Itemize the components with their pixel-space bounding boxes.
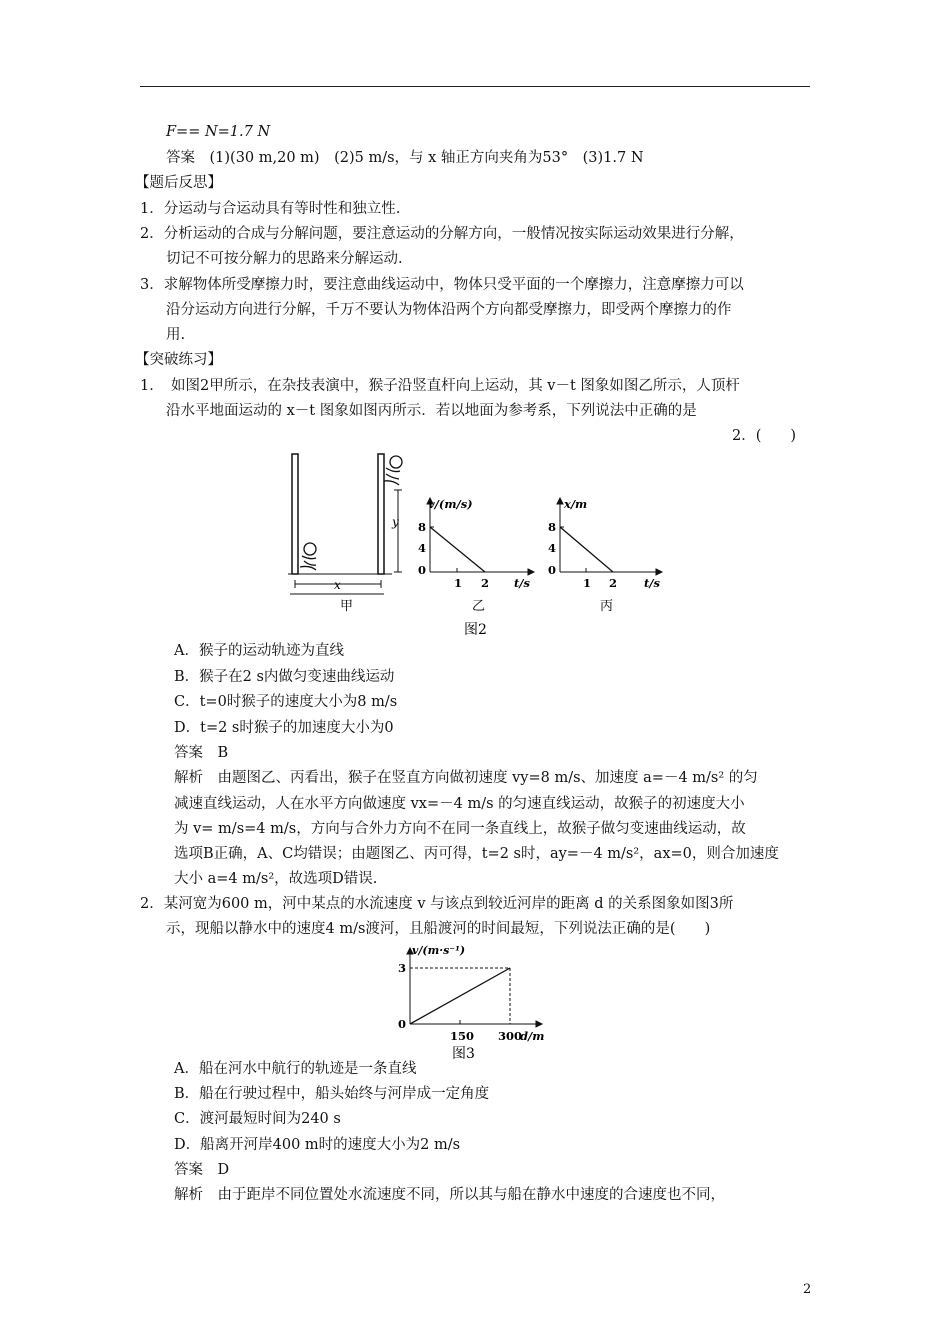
q2-explain-1: 解析 由于距岸不同位置处水流速度不同，所以其与船在静水中速度的合速度也不同，: [174, 1187, 725, 1203]
q2-option-d: D．船离开河岸400 m时的速度大小为2 m/s: [174, 1137, 461, 1153]
header-rule: [140, 86, 810, 87]
q1-explain-4: 选项B正确，A、C均错误；由题图乙、丙可得，t=2 s时，ay=－4 m/s²，ax=0，则合加速度: [174, 846, 779, 862]
fig3-tick-300: 300: [498, 1029, 523, 1043]
fig2-x-label: x: [334, 578, 341, 592]
reflection-item-1: 1．分运动与合运动具有等时性和独立性.: [140, 201, 401, 217]
fig2-yi-t-label: t/s: [514, 576, 530, 590]
q2-answer: 答案 D: [174, 1162, 230, 1178]
q1-option-b: B．猴子在2 s内做匀变速曲线运动: [174, 669, 395, 685]
answer-line: 答案 (1)(30 m,20 m) (2)5 m/s，与 x 轴正方向夹角为53° (3)1.7 N: [166, 150, 644, 166]
fig2-yi-tick-4: 4: [418, 541, 427, 555]
fig2-bing-tick-2: 2: [609, 576, 618, 590]
figure-2-jia: [288, 454, 402, 594]
fig2-bing-tick-1: 1: [583, 576, 592, 590]
question-1-bracket: 2．( ): [732, 428, 797, 444]
fig2-bing-tick-0: 0: [548, 563, 557, 577]
fig2-yi-tick-1: 1: [454, 576, 463, 590]
question-2-cont: 示，现船以静水中的速度4 m/s渡河，且船渡河的时间最短，下列说法正确的是( ): [166, 921, 711, 937]
fig2-bing-label: 丙: [600, 599, 614, 614]
fig3-tick-150: 150: [450, 1029, 475, 1043]
q1-explain-2: 减速直线运动，人在水平方向做速度 vx=－4 m/s 的匀速直线运动，故猴子的初速度大小: [174, 796, 745, 812]
figure-2: [280, 448, 680, 648]
fig2-bing-x-label: x/m: [564, 497, 588, 511]
fig3-tick-0: 0: [398, 1017, 407, 1031]
q1-answer: 答案 B: [174, 745, 229, 761]
section-heading-practice: 【突破练习】: [135, 352, 222, 368]
q2-option-b: B．船在行驶过程中，船头始终与河岸成一定角度: [174, 1086, 490, 1102]
fig2-yi-v-label: v/(m/s): [428, 497, 473, 511]
fig2-caption: 图2: [464, 622, 487, 638]
section-heading-reflection: 【题后反思】: [135, 175, 222, 191]
fig3-v-label: v/(m·s⁻¹): [412, 944, 466, 957]
q1-option-d: D．t=2 s时猴子的加速度大小为0: [174, 720, 394, 736]
reflection-item-2: 2．分析运动的合成与分解问题，要注意运动的分解方向，一般情况按实际运动效果进行分解，: [140, 226, 744, 242]
question-1: 1． 如图2甲所示，在杂技表演中，猴子沿竖直杆向上运动，其 v－t 图象如图乙所示，人顶杆: [140, 378, 740, 394]
fig2-bing-tick-8: 8: [548, 520, 557, 534]
q1-explain-3: 为 v= m/s=4 m/s，方向与合外力方向不在同一条直线上，故猴子做匀变速曲线运动，故: [174, 821, 746, 837]
fig3-tick-3: 3: [398, 961, 407, 975]
reflection-item-3-cont: 沿分运动方向进行分解，千万不要认为物体沿两个方向都受摩擦力，即受两个摩擦力的作: [166, 302, 732, 318]
q1-explain-1: 解析 由题图乙、丙看出，猴子在竖直方向做初速度 vy=8 m/s、加速度 a=－4 m/s² 的匀: [174, 770, 758, 786]
q1-explain-5: 大小 a=4 m/s²，故选项D错误.: [174, 871, 378, 887]
q1-option-c: C．t=0时猴子的速度大小为8 m/s: [174, 694, 398, 710]
fig2-yi-tick-2: 2: [481, 576, 490, 590]
reflection-item-3: 3．求解物体所受摩擦力时，要注意曲线运动中，物体只受平面的一个摩擦力，注意摩擦力可以: [140, 277, 744, 293]
q2-option-c: C．渡河最短时间为240 s: [174, 1111, 341, 1127]
question-2: 2．某河宽为600 m，河中某点的水流速度 v 与该点到较近河岸的距离 d 的关系图象如图3所: [140, 896, 734, 912]
figure-3: [392, 940, 562, 1060]
q2-option-a: A．船在河水中航行的轨迹是一条直线: [174, 1061, 417, 1077]
page-number: 2: [803, 1282, 812, 1297]
fig3-caption: 图3: [452, 1046, 475, 1060]
fig2-bing-tick-4: 4: [548, 541, 557, 555]
q1-option-a: A．猴子的运动轨迹为直线: [174, 643, 344, 659]
reflection-item-3-end: 用.: [166, 327, 186, 343]
fig2-yi-tick-8: 8: [418, 520, 427, 534]
fig2-yi-label: 乙: [472, 599, 486, 614]
fig2-yi-tick-0: 0: [418, 563, 427, 577]
fig2-y-label: y: [392, 515, 399, 529]
fig2-bing-t-label: t/s: [644, 576, 660, 590]
force-formula: F== N=1.7 N: [166, 124, 271, 140]
fig3-d-label: d/m: [520, 1029, 545, 1043]
question-1-cont: 沿水平地面运动的 x－t 图象如图丙所示．若以地面为参考系，下列说法中正确的是: [166, 403, 697, 419]
fig2-jia-label: 甲: [340, 599, 354, 614]
reflection-item-2-cont: 切记不可按分解力的思路来分解运动.: [166, 251, 403, 267]
